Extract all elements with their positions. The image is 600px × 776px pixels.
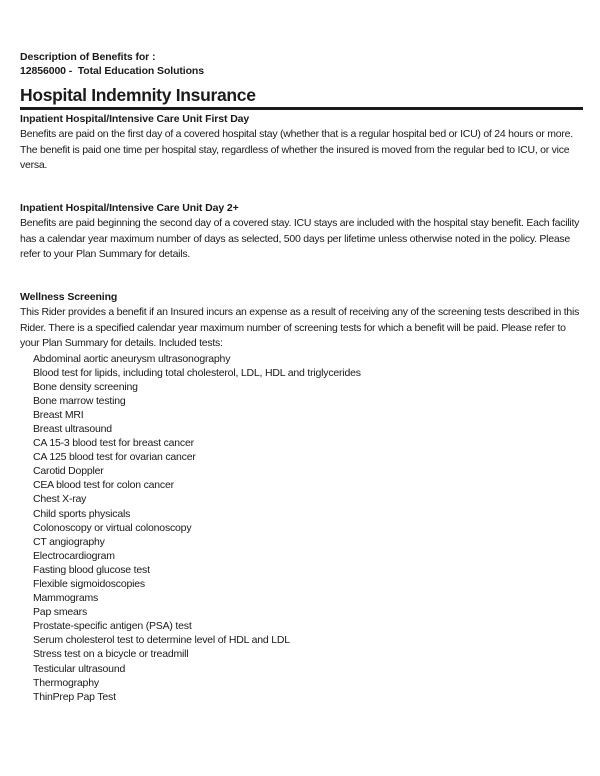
screening-test-item: Testicular ultrasound — [33, 662, 126, 675]
screening-test-item: CA 15-3 blood test for breast cancer — [33, 437, 194, 450]
title-rule-divider — [20, 107, 583, 110]
screening-test-item: Colonoscopy or virtual colonoscopy — [33, 521, 192, 534]
screening-test-item: CA 125 blood test for ovarian cancer — [33, 451, 196, 464]
doc-header — [20, 50, 578, 78]
screening-test-item: Fasting blood glucose test — [33, 563, 150, 576]
page-title: Hospital Indemnity Insurance — [20, 85, 256, 105]
screening-test-item: Blood test for lipids, including total cholesterol, LDL, HDL and triglycerides — [33, 366, 361, 379]
group-name-line: 12856000 - Total Education Solutions — [20, 65, 204, 77]
section-heading: Wellness Screening — [20, 290, 118, 303]
screening-test-item: Chest X-ray — [33, 493, 87, 506]
screening-test-item: Abdominal aortic aneurysm ultrasonography — [33, 352, 231, 365]
screening-test-item: Breast ultrasound — [33, 422, 112, 435]
section-inpatient-day-2plus — [20, 201, 578, 263]
screening-test-item: Bone density screening — [33, 380, 138, 393]
screening-test-item: Flexible sigmoidoscopies — [33, 578, 145, 590]
screening-test-item: Prostate-specific antigen (PSA) test — [33, 620, 192, 633]
section-inpatient-first-day — [20, 112, 578, 174]
screening-test-item: Stress test on a bicycle or treadmill — [33, 648, 189, 661]
screening-test-item: Breast MRI — [33, 408, 84, 421]
screening-test-item: Bone marrow testing — [33, 394, 126, 407]
benefits-for-label: Description of Benefits for : — [20, 51, 156, 63]
section-body: This Rider provides a benefit if an Insured incurs an expense as a result of receiving any of the screening tests described in this Rider. There is a specified calendar year maximum number of screening tests for which a benefit will be paid. Please refer to your Plan Summary for details. Included tests: — [20, 306, 580, 349]
screening-test-item: Mammograms — [33, 592, 99, 605]
screening-test-item: ThinPrep Pap Test — [33, 690, 116, 703]
screening-test-item: CEA blood test for colon cancer — [33, 479, 174, 492]
screening-test-item: Thermography — [33, 676, 99, 689]
screening-test-item: Electrocardiogram — [33, 549, 115, 562]
section-body: Benefits are paid beginning the second day of a covered stay. ICU stays are included with the hospital stay benefit. Each facility has a calendar year maximum number of days as selected, 500 days per lifetime unless otherwise noted in the policy. Please refer to your Plan Summary for details. — [20, 217, 580, 260]
screening-test-item: Pap smears — [33, 606, 88, 619]
section-heading: Inpatient Hospital/Intensive Care Unit First Day — [20, 112, 250, 125]
screening-test-item: CT angiography — [33, 535, 105, 548]
screening-tests-list — [33, 352, 578, 704]
screening-test-item: Carotid Doppler — [33, 465, 104, 478]
section-heading: Inpatient Hospital/Intensive Care Unit Day 2+ — [20, 201, 239, 214]
section-body: Benefits are paid on the first day of a covered hospital stay (whether that is a regular hospital bed or ICU) of 24 hours or more. The benefit is paid one time per hospital stay, regardless of whether the insured is moved from the regular bed to ICU, or vice versa. — [20, 128, 573, 171]
section-wellness-screening — [20, 290, 578, 704]
screening-test-item: Serum cholesterol test to determine level of HDL and LDL — [33, 634, 290, 647]
screening-test-item: Child sports physicals — [33, 507, 131, 520]
